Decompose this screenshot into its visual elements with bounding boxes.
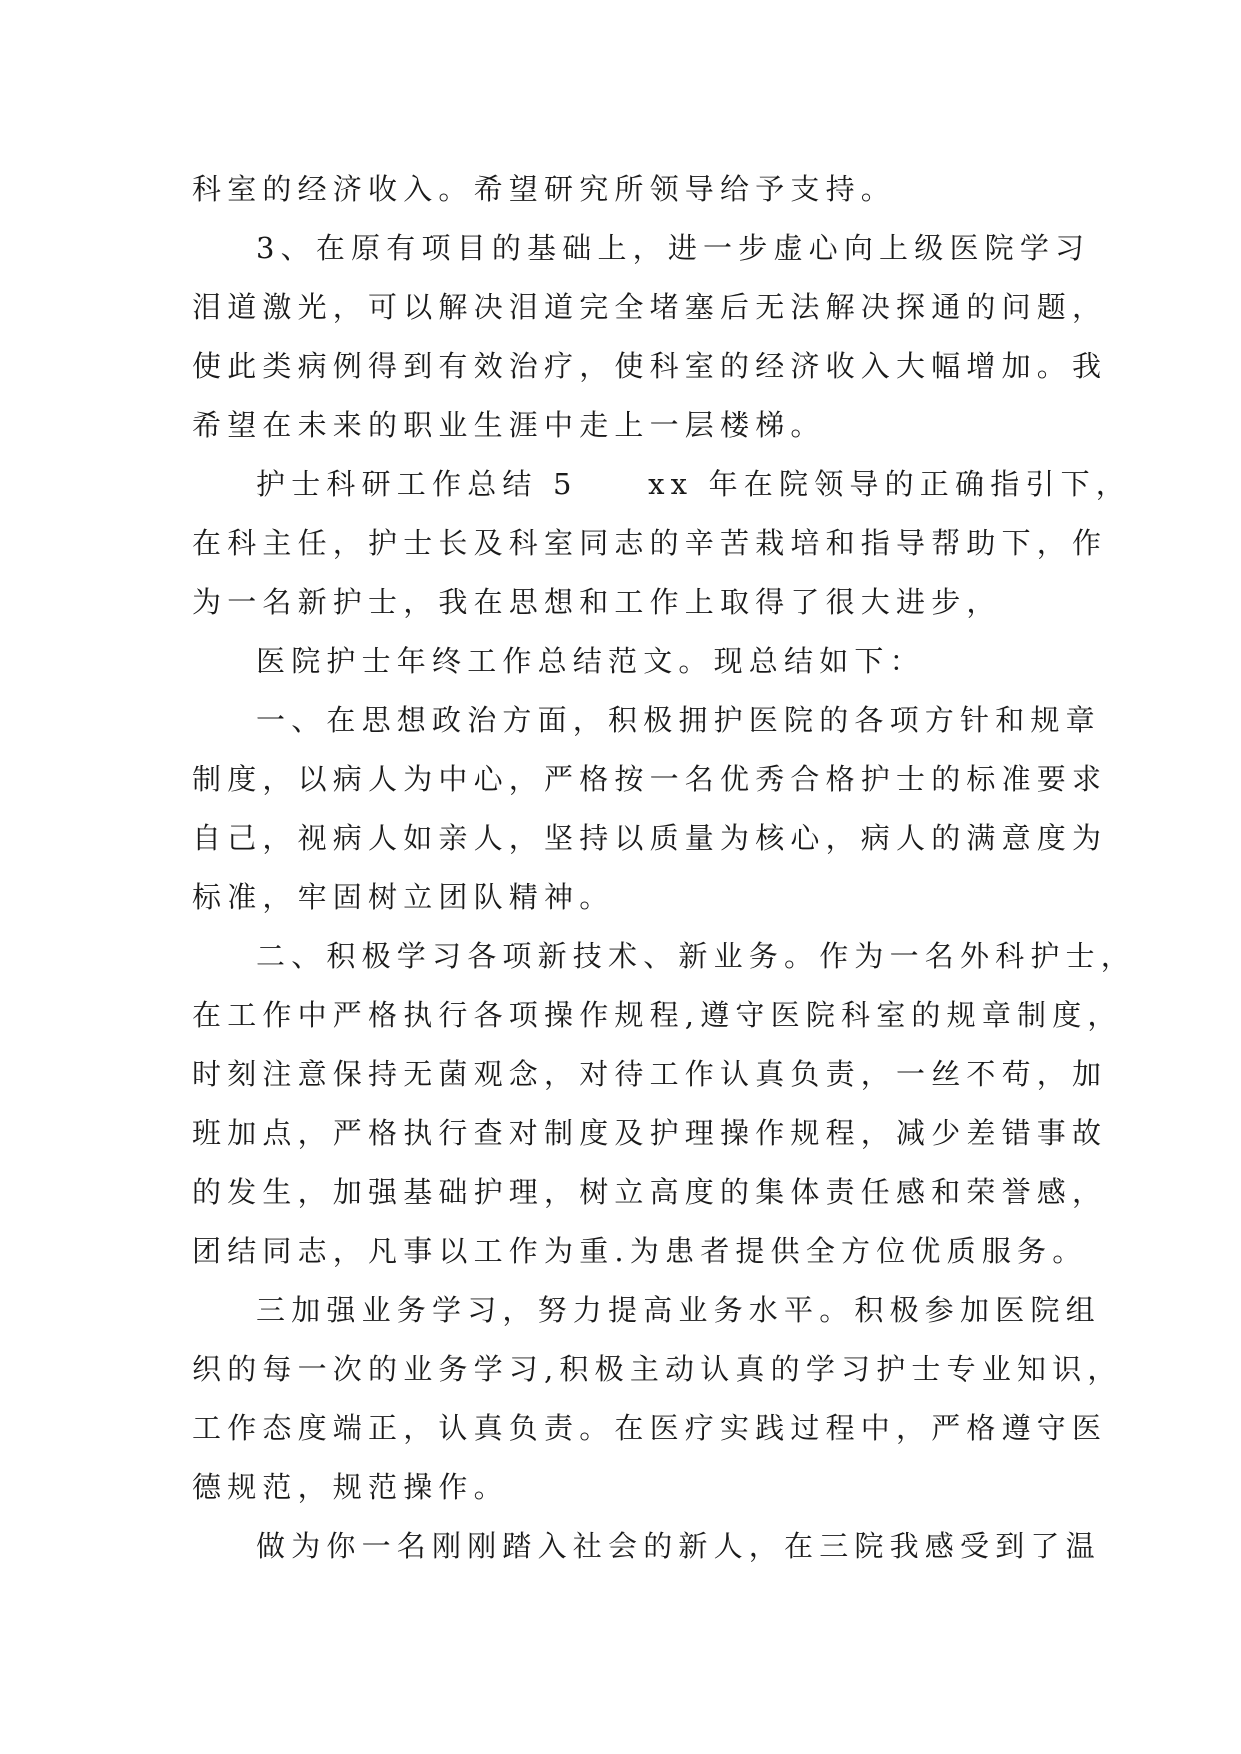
text-line: 标准，牢固树立团队精神。 xyxy=(192,880,615,914)
text-line: 织的每一次的业务学习,积极主动认真的学习护士专业知识， xyxy=(192,1352,1123,1386)
text-line: 的发生，加强基础护理，树立高度的集体责任感和荣誉感， xyxy=(192,1175,1108,1209)
paragraph xyxy=(192,927,1137,1281)
text-line: 班加点，严格执行查对制度及护理操作规程，减少差错事故 xyxy=(192,1116,1108,1150)
text-line: 二、积极学习各项新技术、新业务。作为一名外科护士， xyxy=(256,939,1137,973)
text-line: 三加强业务学习，努力提高业务水平。积极参加医院组 xyxy=(256,1293,1101,1327)
text-line: 时刻注意保持无菌观念，对待工作认真负责，一丝不苟，加 xyxy=(192,1057,1108,1091)
paragraph xyxy=(192,219,1108,455)
text-line: 在工作中严格执行各项操作规程,遵守医院科室的规章制度， xyxy=(192,998,1123,1032)
paragraph xyxy=(192,160,1072,219)
paragraph xyxy=(192,1517,1101,1576)
text-line: 护士科研工作总结 5 xx 年在院领导的正确指引下， xyxy=(256,467,1131,501)
text-line: 工作态度端正，认真负责。在医疗实践过程中，严格遵守医 xyxy=(192,1411,1108,1445)
text-line: 团结同志，凡事以工作为重.为患者提供全方位优质服务。 xyxy=(192,1234,1088,1268)
text-line: 做为你一名刚刚踏入社会的新人，在三院我感受到了温 xyxy=(256,1529,1101,1563)
text-line: 自己，视病人如亲人，坚持以质量为核心，病人的满意度为 xyxy=(192,821,1108,855)
paragraph xyxy=(192,632,1072,691)
text-line: 医院护士年终工作总结范文。现总结如下： xyxy=(256,644,925,678)
text-line: 一、在思想政治方面，积极拥护医院的各项方针和规章 xyxy=(256,703,1101,737)
text-line: 制度，以病人为中心，严格按一名优秀合格护士的标准要求 xyxy=(192,762,1108,796)
document-body xyxy=(192,160,1137,1576)
text-line: 德规范，规范操作。 xyxy=(192,1470,509,1504)
text-line: 在科主任，护士长及科室同志的辛苦栽培和指导帮助下，作 xyxy=(192,526,1108,560)
text-line: 3、在原有项目的基础上，进一步虚心向上级医院学习 xyxy=(256,231,1091,265)
text-line: 希望在未来的职业生涯中走上一层楼梯。 xyxy=(192,408,826,442)
paragraph xyxy=(192,691,1108,927)
text-line: 泪道激光，可以解决泪道完全堵塞后无法解决探通的问题， xyxy=(192,290,1108,324)
text-line: 科室的经济收入。希望研究所领导给予支持。 xyxy=(192,172,897,206)
paragraph xyxy=(192,1281,1123,1517)
paragraph xyxy=(192,455,1131,632)
text-line: 为一名新护士，我在思想和工作上取得了很大进步， xyxy=(192,585,1002,619)
text-line: 使此类病例得到有效治疗，使科室的经济收入大幅增加。我 xyxy=(192,349,1108,383)
